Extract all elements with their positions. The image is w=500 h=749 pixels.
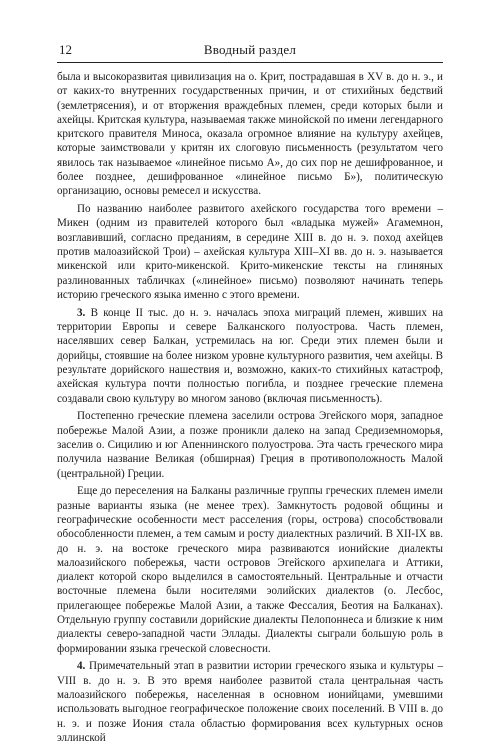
- paragraph-2: [57, 202, 443, 302]
- paragraph-6: [57, 659, 443, 745]
- paragraph-1: [57, 70, 443, 199]
- paragraph-text: В конце II тыс. до н. э. началась эпоха миграций племен, живших на территории Европы и севере Балканского полуострова. Часть племен, населявших север Балкан, устремилась на юг. Среди этих племен были и дорийцы, стоявшие на более низком уровне культурного развития, чем ахейцы. В результате дорийского нашествия и, возможно, каких-то стихийных катастроф, ахейская культура почти полностью погибла, и позднее греческие племена создавали свою культуру во многом заново (включая письменность).: [57, 306, 443, 405]
- section-title: Вводный раздел: [203, 42, 297, 57]
- paragraph-text: Постепенно греческие племена заселили острова Эгейского моря, западное побережье Малой Азии, а позже проникли далеко на запад Средиземноморья, заселив о. Сицилию и юг Апеннинского полуострова. Эта часть греческого мира получила название Великая (обширная) Греция в противоположность Малой (центральной) Греции.: [57, 410, 443, 480]
- running-header: [57, 40, 443, 63]
- paragraph-text: Еще до переселения на Балканы различные группы греческих племен имели разные варианты языка (не менее трех). Замкнутость родовой общины и географические особенности мест расселения (горы, острова) способствовали обособленности племен, а тем самым и росту диалектных различий. В XII-IX вв. до н. э. на востоке греческого мира развиваются ионийские диалекты малоазийского побережья, части островов Эгейского архипелага и Аттики, диалект которой скоро выделился в самостоятельный. Центральные и отчасти восточные племена были носителями эолийских диалектов (о. Лесбос, прилегающее побережье Малой Азии, а также Фессалия, Беотия на Балканах). Отдельную группу составили дорийские диалекты Пелопоннеса и близкие к ним диалекты северо-западной части Эллады. Диалекты сыграли большую роль в формировании языка греческой словесности.: [57, 485, 443, 655]
- paragraph-3: [57, 306, 443, 406]
- paragraph-4: [57, 409, 443, 480]
- paragraph-text: была и высокоразвитая цивилизация на о. Крит, пострадавшая в XV в. до н. э., и от каких-то внутренних государственных причин, и от стихийных бедствий (землетрясения), и от вторжения враждебных племен, среди которых были и ахейцы. Критская культура, называемая также минойской по имени легендарного критского правителя Миноса, оказала огромное влияние на культуру ахейцев, которые заимствовали у критян их слоговую письменность (результатом чего явилось так называемое «линейное письмо А», до сих пор не дешифрованное, и более позднее, дешифрованное «линейное письмо Б»), политическую организацию, основы ремесел и искусства.: [57, 71, 443, 198]
- paragraph-number: 4.: [77, 660, 86, 673]
- paragraph-number: 3.: [77, 306, 86, 319]
- body-text: [57, 70, 443, 749]
- paragraph-text: По названию наиболее развитого ахейского государства того времени – Микен (одним из правителей которого был «владыка мужей» Агамемнон, возглавивший, согласно преданиям, в середине XIII в. до н. э. поход ахейцев против малоазийской Трои) – ахейская культура XIII–XI вв. до н. э. называется микенской или крито-микенской. Крито-микенские тексты на глиняных разлинованных табличках («линейное» письмо) позволяют начинать теперь историю греческого языка именно с этого времени.: [57, 203, 443, 301]
- paragraph-5: [57, 484, 443, 656]
- page-number: 12: [59, 42, 72, 57]
- paragraph-text: Примечательный этап в развитии истории греческого языка и культуры – VIII в. до н. э. В это время наиболее развитой стала центральная часть малоазийского побережья, населенная в основном ионийцами, умевшими использовать выгодное географическое положение своих поселений. В VIII в. до н. э. и позже Иония стала областью формирования всех культурных основ эллинской: [57, 660, 443, 744]
